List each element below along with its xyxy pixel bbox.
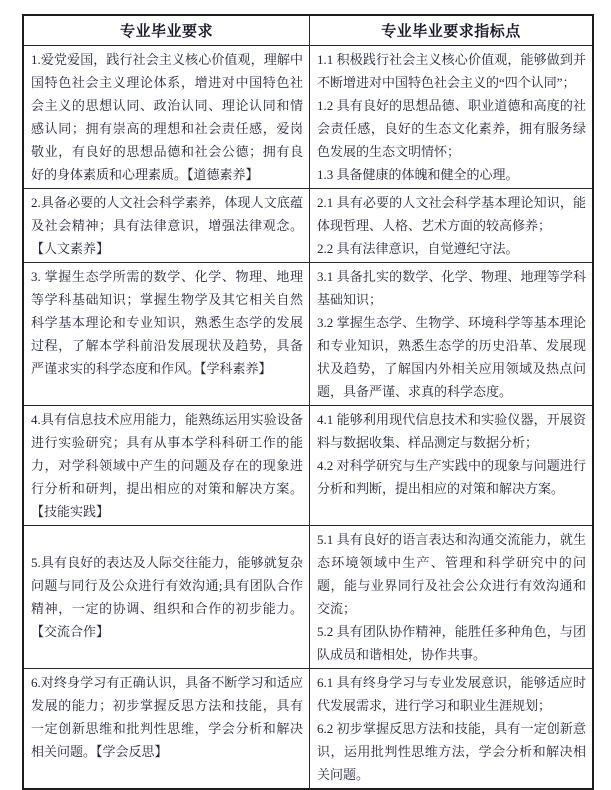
requirement-cell	[23, 406, 310, 526]
requirement-cell	[23, 263, 310, 406]
requirement-text: 1.爱党爱国，践行社会主义核心价值观，理解中国特色社会主义理论体系，增进对中国特色社会主义的思想认同、政治认同、理论认同和情感认同；拥有崇高的理想和社会责任感，爱岗敬业，有良好的思想品德和社会公德；拥有良好的身体素质和心理素质。【道德素养】	[31, 52, 303, 182]
requirement-text: 6.对终身学习有正确认识，具备不断学习和适应发展的能力；初步掌握反思方法和技能，具有一定创新思维和批判性思维，学会分析和解决相关问题。【学会反思】	[31, 675, 303, 759]
header-row	[23, 15, 593, 46]
table-row	[23, 189, 593, 263]
indicator-item: 3.2 掌握生态学、生物学、环境科学等基本理论和专业知识，熟悉生态学的历史沿革、发展现状及趋势，了解国内外相关应用领域及热点问题，具备严谨、求真的科学态度。	[317, 315, 586, 399]
column-header-indicators: 专业毕业要求指标点	[310, 15, 594, 46]
column-header-requirements: 专业毕业要求	[23, 15, 310, 46]
indicators-cell	[310, 263, 594, 406]
indicator-item: 6.1 具有终身学习与专业发展意识，能够适应时代发展需求，进行学习和职业生涯规划；	[317, 675, 586, 713]
requirement-cell	[23, 669, 310, 790]
indicator-item: 1.1 积极践行社会主义核心价值观，能够做到并不断增进对中国特色社会主义的“四个认同”；	[317, 52, 586, 90]
requirement-text: 4.具有信息技术应用能力，能熟练运用实验设备进行实验研究；具有从事本学科科研工作的能力，对学科领域中产生的问题及存在的现象进行分析和研判，提出相应的对策和解决方案。【技能实践】	[31, 412, 303, 519]
table-row	[23, 669, 593, 790]
indicator-item: 2.1 具有必要的人文社会科学基本理论知识，能体现哲理、人格、艺术方面的较高修养；	[317, 195, 586, 233]
requirement-cell	[23, 189, 310, 263]
requirement-cell	[23, 46, 310, 189]
indicator-item: 6.2 初步掌握反思方法和技能，具有一定创新意识，运用批判性思维方法，学会分析和解决相关问题。	[317, 721, 586, 782]
graduation-requirements-table	[22, 14, 594, 790]
indicator-item: 2.2 具有法律意识，自觉遵纪守法。	[317, 241, 519, 256]
table-row	[23, 46, 593, 189]
indicator-item: 1.3 具备健康的体魄和健全的心理。	[317, 167, 519, 182]
table-row	[23, 406, 593, 526]
indicators-cell	[310, 526, 594, 669]
table-row	[23, 526, 593, 669]
indicators-cell	[310, 406, 594, 526]
requirement-text: 3. 掌握生态学所需的数学、化学、物理、地理等学科基础知识；掌握生物学及其它相关自然科学基本理论和专业知识，熟悉生态学的发展过程，了解本学科前沿发展现状及趋势，具备严谨求实的科学态度和作风。【学科素养】	[31, 269, 303, 376]
requirement-text: 2.具备必要的人文社会科学素养，体现人文底蕴及社会精神；具有法律意识，增强法律观念。【人文素养】	[31, 195, 303, 256]
indicator-item: 5.2 具有团队协作精神，能胜任多种角色，与团队成员和谐相处，协作共事。	[317, 624, 586, 662]
indicator-item: 1.2 具有良好的思想品德、职业道德和高度的社会责任感，良好的生态文化素养，拥有服务绿色发展的生态文明情怀；	[317, 98, 586, 159]
indicator-item: 5.1 具有良好的语言表达和沟通交流能力，就生态环境领域中生产、管理和科学研究中的问题，能与业界同行及社会公众进行有效沟通和交流；	[317, 532, 586, 616]
indicator-item: 4.2 对科学研究与生产实践中的现象与问题进行分析和判断，提出相应的对策和解决方案。	[317, 458, 586, 496]
requirement-cell	[23, 526, 310, 669]
indicator-item: 4.1 能够利用现代信息技术和实验仪器，开展资料与数据收集、样品测定与数据分析；	[317, 412, 586, 450]
indicators-cell	[310, 189, 594, 263]
indicator-item: 3.1 具备扎实的数学、化学、物理、地理等学科基础知识；	[317, 269, 586, 307]
indicators-cell	[310, 669, 594, 790]
requirement-text: 5.具有良好的表达及人际交往能力，能够就复杂问题与同行及公众进行有效沟通;具有团队合作精神，一定的协调、组织和合作的初步能力。【交流合作】	[31, 555, 303, 639]
table-row	[23, 263, 593, 406]
indicators-cell	[310, 46, 594, 189]
